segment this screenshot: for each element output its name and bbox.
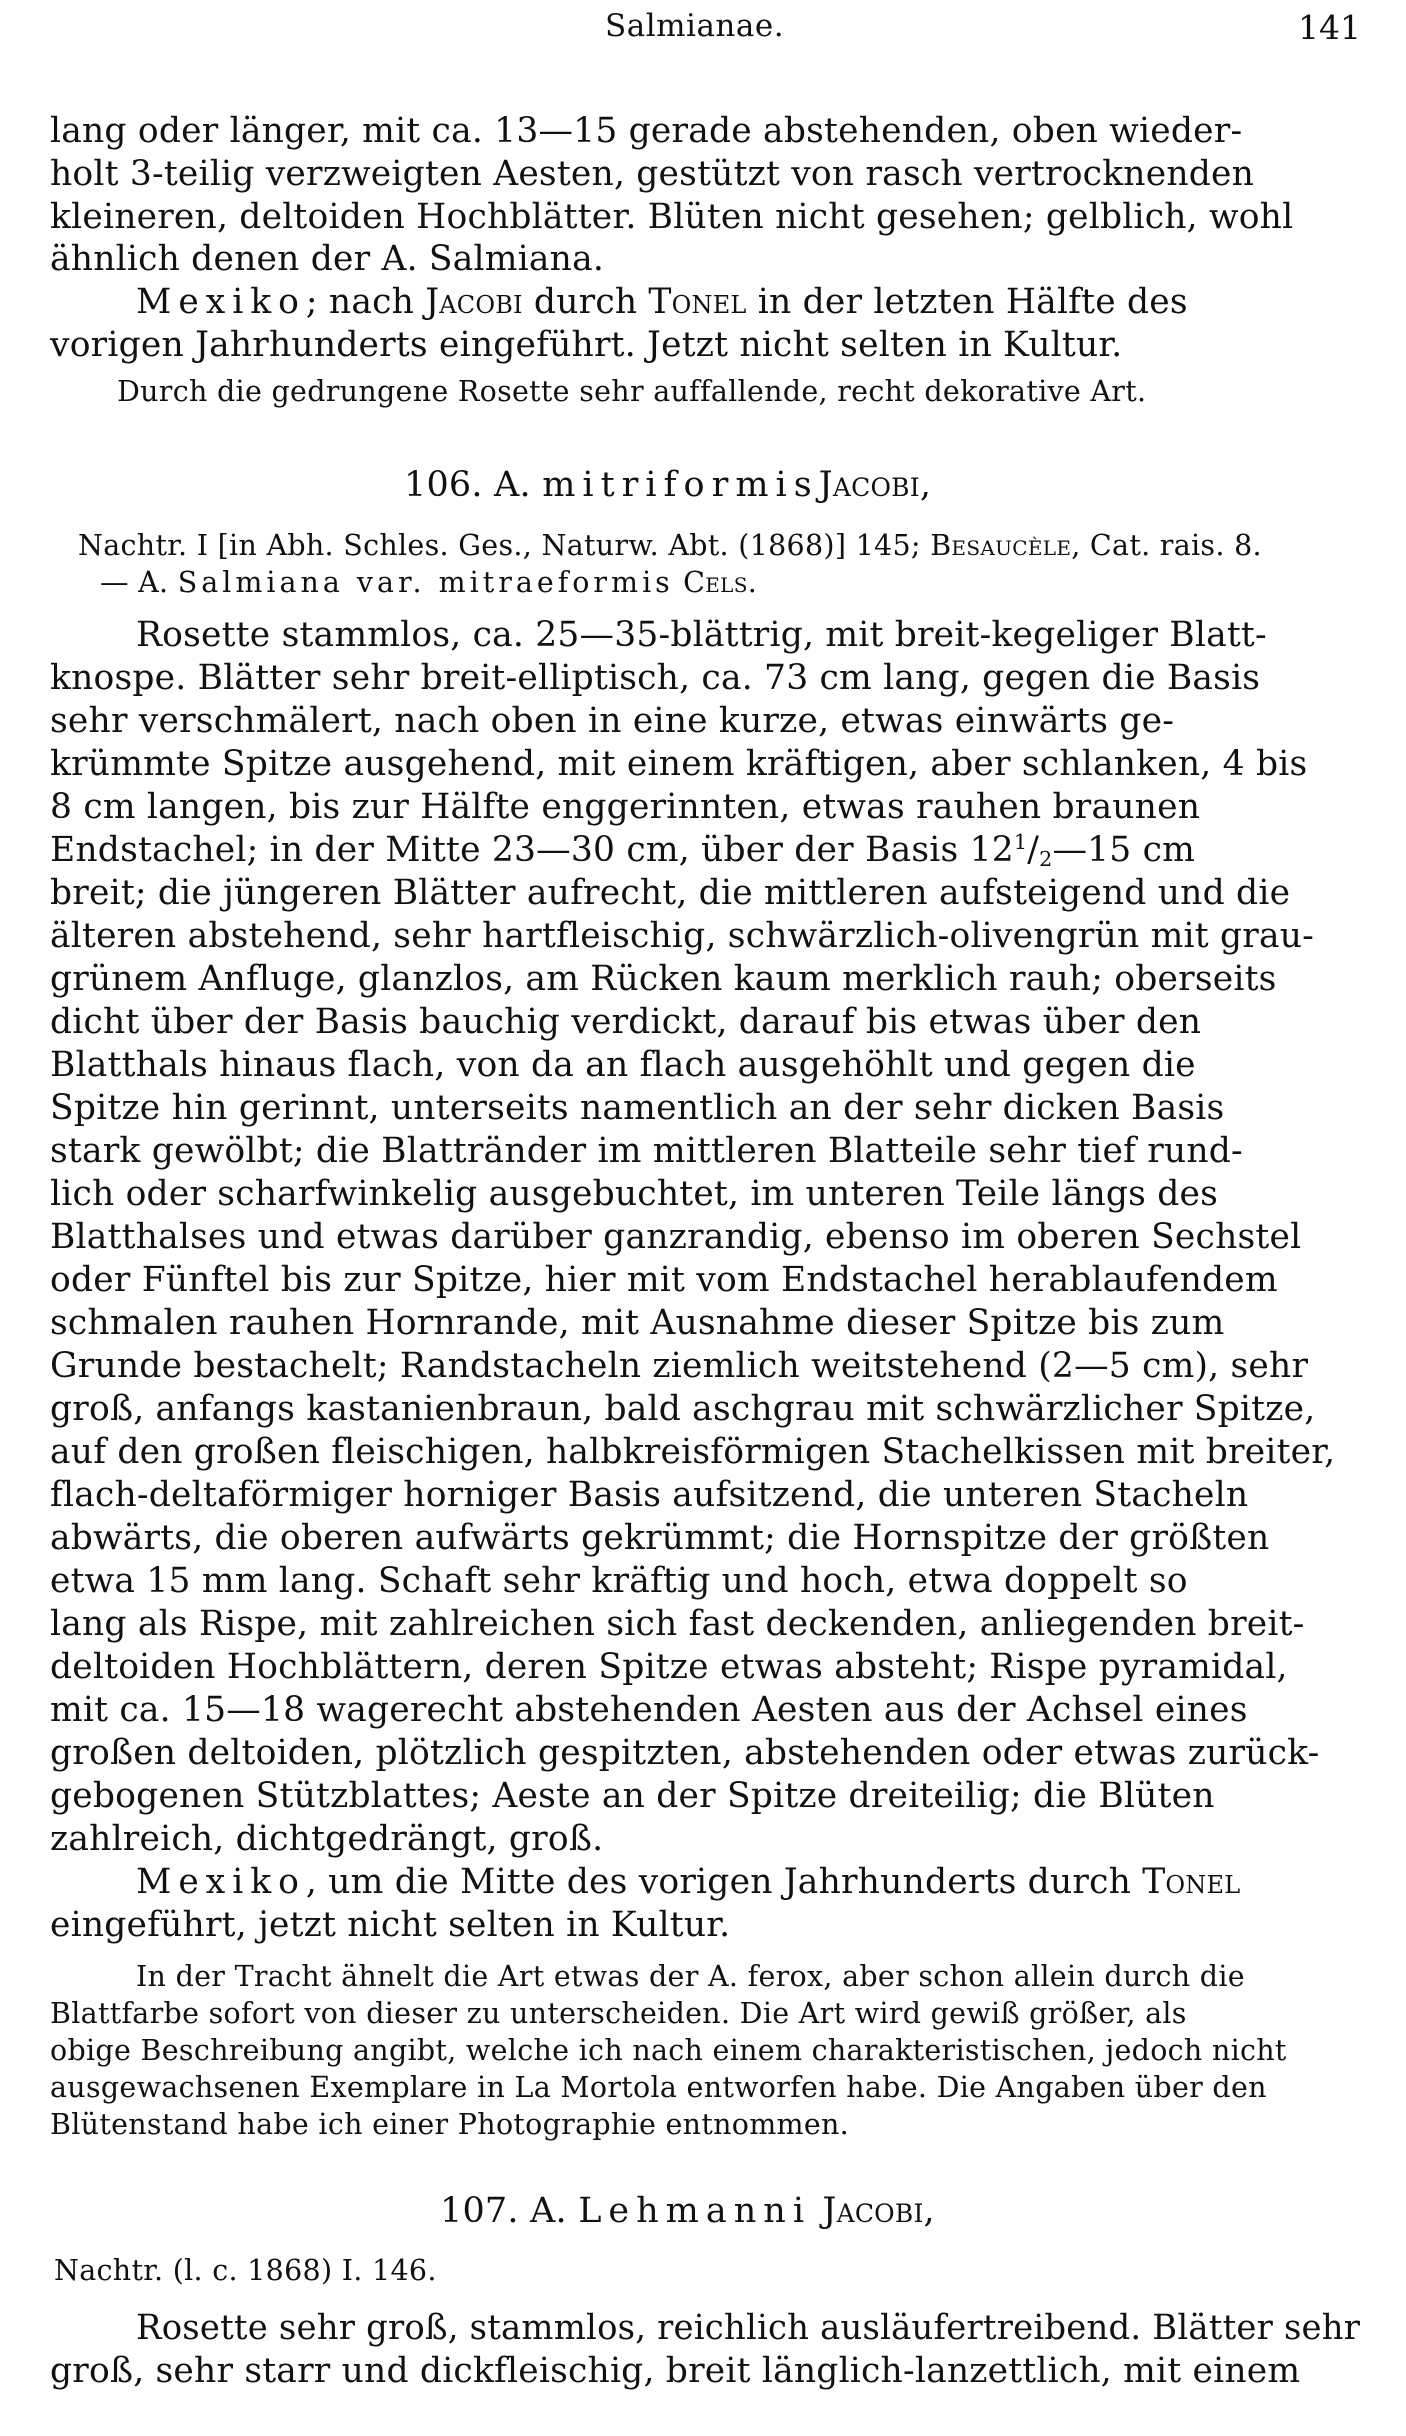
text-line: oder Fünftel bis zur Spitze, hier mit vom Endstachel herablaufendem	[50, 1260, 1278, 1300]
text-line: flach-deltaförmiger horniger Basis aufsitzend, die unteren Stacheln	[50, 1475, 1249, 1515]
heading-number: 106. A.	[404, 465, 543, 505]
text-line: knospe. Blätter sehr breit-elliptisch, ca. 73 cm lang, gegen die Basis	[50, 658, 1261, 698]
habitat-lead: Mexiko	[136, 1862, 306, 1902]
text-run: durch	[522, 282, 649, 322]
text-line: Grunde bestachelt; Randstacheln ziemlich weitstehend (2—5 cm), sehr	[50, 1346, 1309, 1386]
text-line: Blatthalses und etwas darüber ganzrandig, ebenso im oberen Sechstel	[50, 1217, 1302, 1257]
text-line: großen deltoiden, plötzlich gespitzten, abstehenden oder etwas zurück-	[50, 1733, 1320, 1773]
text-line: breit; die jüngeren Blätter aufrecht, die mittleren aufsteigend und die	[50, 873, 1291, 913]
text-line: dicht über der Basis bauchig verdickt, darauf bis etwas über den	[50, 1002, 1202, 1042]
note-line: Durch die gedrungene Rosette sehr auffallende, recht dekorative Art.	[117, 375, 1147, 408]
text-line: vorigen Jahrhunderts eingeführt. Jetzt nicht selten in Kultur.	[50, 325, 1123, 365]
note-line: Blütenstand habe ich einer Photographie entnommen.	[50, 2108, 850, 2141]
text-run: ,	[923, 2191, 935, 2231]
text-line: 8 cm langen, bis zur Hälfte enggerinnten, etwas rauhen braunen	[50, 787, 1201, 827]
text-line: krümmte Spitze ausgehend, mit einem kräftigen, aber schlanken, 4 bis	[50, 744, 1308, 784]
note-line: In der Tracht ähnelt die Art etwas der A. ferox, aber schon allein durch die	[136, 1960, 1245, 1993]
text-line: Blatthals hinaus flach, von da an flach ausgehöhlt und gegen die	[50, 1045, 1196, 1085]
text-line: mit ca. 15—18 wagerecht abstehenden Aesten aus der Achsel eines	[50, 1690, 1248, 1730]
text-line: stark gewölbt; die Blattränder im mittleren Blatteile sehr tief rund-	[50, 1131, 1243, 1171]
text-run: — A.	[100, 566, 178, 599]
reference-line	[100, 563, 757, 602]
species-heading	[404, 462, 931, 509]
text-line: eingeführt, jetzt nicht selten in Kultur.	[50, 1905, 731, 1945]
author-name: Cels	[683, 566, 748, 599]
note-line: Blattfarbe sofort von dieser zu unterscheiden. Die Art wird gewiß größer, als	[50, 1997, 1187, 2030]
text-line: zahlreich, dichtgedrängt, groß.	[50, 1819, 604, 1859]
text-run: .	[747, 566, 758, 599]
text-line: etwa 15 mm lang. Schaft sehr kräftig und hoch, etwa doppelt so	[50, 1561, 1188, 1601]
fraction-denominator: 2	[1039, 847, 1053, 872]
author-name: Jacobi	[425, 282, 523, 322]
text-line: Rosette stammlos, ca. 25—35-blättrig, mit breit-kegeliger Blatt-	[136, 615, 1267, 655]
fraction-slash: /	[1027, 830, 1040, 870]
text-line: holt 3-teilig verzweigten Aesten, gestützt von rasch vertrocknenden	[50, 154, 1255, 194]
habitat-line	[136, 1859, 1240, 1906]
text-line: groß, anfangs kastanienbraun, bald aschgrau mit schwärzlicher Spitze,	[50, 1389, 1316, 1429]
species-heading	[440, 2188, 935, 2235]
text-run: —15 cm	[1052, 830, 1196, 870]
text-line: lang oder länger, mit ca. 13—15 gerade abstehenden, oben wieder-	[50, 111, 1243, 151]
reference-line	[78, 526, 1262, 565]
text-line: lang als Rispe, mit zahlreichen sich fast deckenden, anliegenden breit-	[50, 1604, 1305, 1644]
text-line: abwärts, die oberen aufwärts gekrümmt; die Hornspitze der größten	[50, 1518, 1270, 1558]
author-name: Jacobi	[818, 465, 920, 505]
author-name: Jacobi	[822, 2191, 924, 2231]
habitat-line	[136, 279, 1188, 326]
author-name: Tonel	[648, 282, 747, 322]
reference-line: Nachtr. (l. c. 1868) I. 146.	[54, 2254, 437, 2287]
text-run: , um die Mitte des vorigen Jahrhunderts durch	[305, 1862, 1143, 1902]
species-name: mitriformis	[542, 465, 819, 505]
note-line: obige Beschreibung angibt, welche ich nach einem charakteristischen, jedoch nicht	[50, 2034, 1287, 2067]
text-line: Rosette sehr groß, stammlos, reichlich ausläufertreibend. Blätter sehr	[136, 2308, 1361, 2348]
text-line: ähnlich denen der A. Salmiana.	[50, 239, 605, 279]
text-line: grünem Anfluge, glanzlos, am Rücken kaum merklich rauh; oberseits	[50, 959, 1277, 999]
fraction-numerator: 1	[1013, 829, 1028, 854]
text-run: Endstachel; in der Mitte 23—30 cm, über der Basis 12	[50, 830, 1014, 870]
note-line: ausgewachsenen Exemplare in La Mortola entworfen habe. Die Angaben über den	[50, 2071, 1267, 2104]
text-run: ; nach	[305, 282, 426, 322]
author-name: Tonel	[1142, 1862, 1241, 1902]
text-line: gebogenen Stützblattes; Aeste an der Spitze dreiteilig; die Blüten	[50, 1776, 1215, 1816]
text-line: schmalen rauhen Hornrande, mit Ausnahme dieser Spitze bis zum	[50, 1303, 1225, 1343]
text-run: Nachtr. I [in Abh. Schles. Ges., Naturw. Abt. (1868)] 145;	[78, 529, 931, 562]
running-head	[0, 8, 1406, 54]
text-line: sehr verschmälert, nach oben in eine kurze, etwas einwärts ge-	[50, 701, 1175, 741]
running-title: Salmianae.	[605, 8, 785, 44]
text-line: lich oder scharfwinkelig ausgebuchtet, im unteren Teile längs des	[50, 1174, 1219, 1214]
text-line: älteren abstehend, sehr hartfleischig, schwärzlich-olivengrün mit grau-	[50, 916, 1315, 956]
species-name: Lehmanni	[578, 2191, 812, 2231]
text-line: groß, sehr starr und dickfleischig, breit länglich-lanzettlich, mit einem	[50, 2351, 1301, 2391]
species-name: Salmiana var. mitraeformis	[177, 566, 674, 599]
heading-number: 107. A.	[440, 2191, 579, 2231]
text-run: ,	[919, 465, 932, 505]
habitat-lead: Mexiko	[136, 282, 306, 322]
author-name: Besaucèle	[930, 529, 1072, 562]
text-run: , Cat. rais. 8.	[1071, 529, 1262, 562]
text-line: deltoiden Hochblättern, deren Spitze etwas absteht; Rispe pyramidal,	[50, 1647, 1288, 1687]
text-line: auf den großen fleischigen, halbkreisförmigen Stachelkissen mit breiter,	[50, 1432, 1336, 1472]
text-run: in der letzten Hälfte des	[746, 282, 1188, 322]
page-number: 141	[1298, 8, 1361, 47]
text-line: kleineren, deltoiden Hochblätter. Blüten nicht gesehen; gelblich, wohl	[50, 197, 1294, 237]
text-line: Spitze hin gerinnt, unterseits namentlich an der sehr dicken Basis	[50, 1088, 1225, 1128]
